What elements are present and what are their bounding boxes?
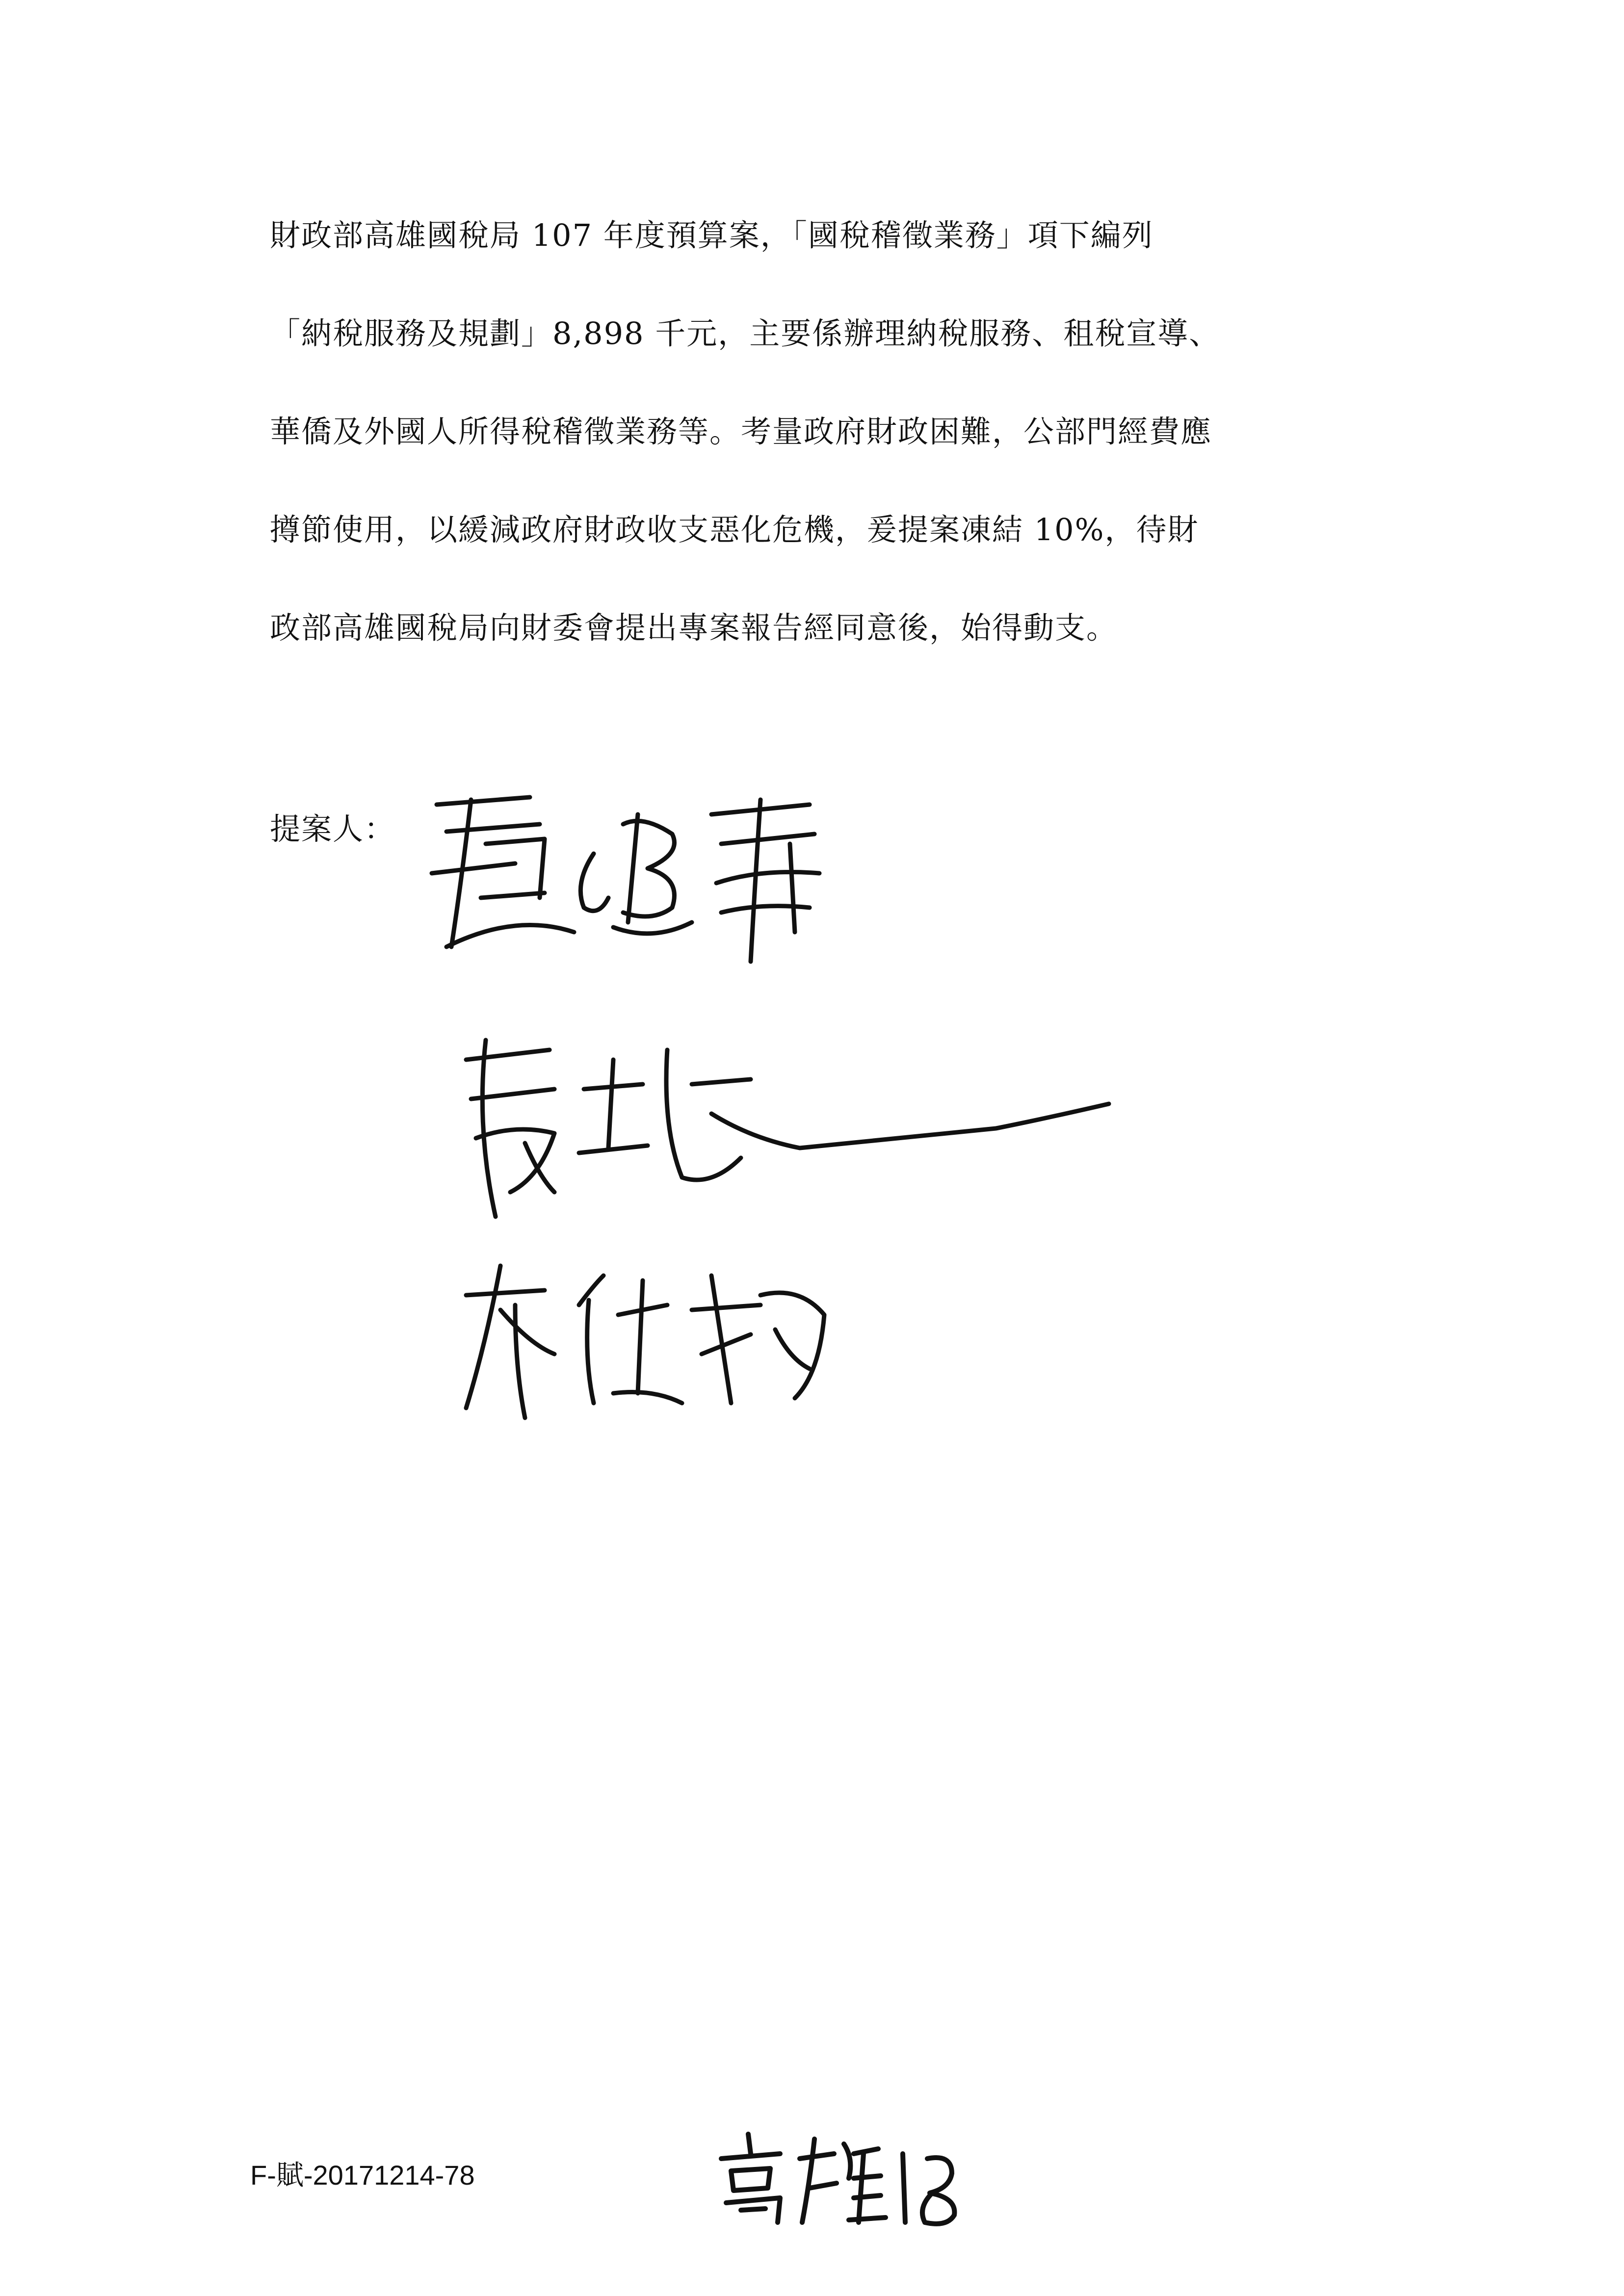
proposer-label: 提案人：: [270, 811, 396, 847]
body-line-4: 撙節使用，以緩減政府財政收支惡化危機，爰提案凍結 10%，待財: [270, 512, 1199, 548]
handwritten-note: [707, 2124, 971, 2232]
document-id: F-賦-20171214-78: [250, 2160, 475, 2191]
signature-1: [417, 785, 898, 971]
body-line-2: 「納稅服務及規劃」8,898 千元，主要係辦理納稅服務、租稅宣導、: [270, 315, 1221, 351]
signature-3: [456, 1246, 859, 1433]
signature-2: [456, 1030, 1119, 1236]
proposal-body: [270, 211, 1413, 702]
body-line-5: 政部高雄國稅局向財委會提出專案報告經同意後，始得動支。: [270, 610, 1118, 646]
body-line-1: 財政部高雄國稅局 107 年度預算案，「國稅稽徵業務」項下編列: [270, 217, 1153, 253]
body-line-3: 華僑及外國人所得稅稽徵業務等。考量政府財政困難，公部門經費應: [270, 414, 1212, 449]
